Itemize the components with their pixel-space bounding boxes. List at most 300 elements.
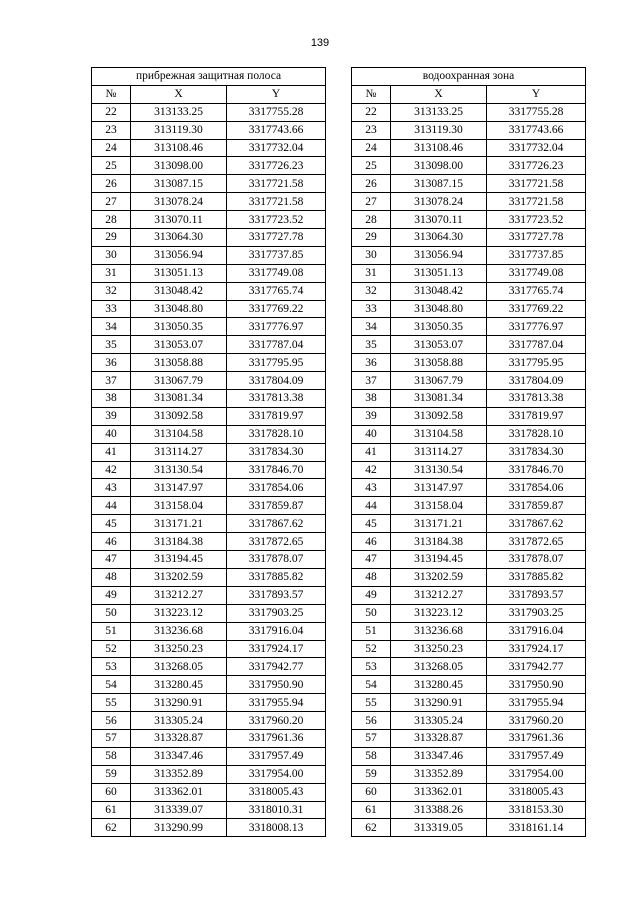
x-coordinate-cell: 313056.94 [391, 246, 487, 264]
point-number-cell: 40 [92, 425, 131, 443]
y-coordinate-cell: 3318010.31 [227, 801, 326, 819]
x-coordinate-cell: 313147.97 [391, 479, 487, 497]
point-number-cell: 32 [352, 282, 391, 300]
y-coordinate-cell: 3317765.74 [227, 282, 326, 300]
point-number-cell: 48 [92, 568, 131, 586]
x-coordinate-cell: 313098.00 [391, 157, 487, 175]
point-number-cell: 41 [92, 443, 131, 461]
table-body [92, 103, 326, 837]
y-coordinate-cell: 3317727.78 [487, 229, 586, 247]
table-row [92, 425, 326, 443]
x-coordinate-cell: 313347.46 [131, 747, 227, 765]
table-row [352, 604, 586, 622]
y-coordinate-cell: 3317828.10 [227, 425, 326, 443]
x-coordinate-cell: 313067.79 [391, 372, 487, 390]
column-header-y: Y [227, 85, 326, 103]
header-row [92, 85, 326, 103]
y-coordinate-cell: 3317854.06 [227, 479, 326, 497]
point-number-cell: 28 [352, 211, 391, 229]
table-row [92, 157, 326, 175]
point-number-cell: 62 [352, 819, 391, 837]
table-row [352, 211, 586, 229]
x-coordinate-cell: 313236.68 [131, 622, 227, 640]
point-number-cell: 33 [92, 300, 131, 318]
table-row [92, 729, 326, 747]
x-coordinate-cell: 313056.94 [131, 246, 227, 264]
y-coordinate-cell: 3317755.28 [487, 103, 586, 121]
point-number-cell: 40 [352, 425, 391, 443]
table-row [92, 318, 326, 336]
y-coordinate-cell: 3317954.00 [487, 765, 586, 783]
table-row [352, 318, 586, 336]
table-row [352, 551, 586, 569]
table-row [92, 407, 326, 425]
x-coordinate-cell: 313171.21 [391, 515, 487, 533]
point-number-cell: 30 [352, 246, 391, 264]
point-number-cell: 28 [92, 211, 131, 229]
x-coordinate-cell: 313104.58 [391, 425, 487, 443]
x-coordinate-cell: 313092.58 [391, 407, 487, 425]
y-coordinate-cell: 3317834.30 [487, 443, 586, 461]
table-row [352, 729, 586, 747]
x-coordinate-cell: 313268.05 [391, 658, 487, 676]
y-coordinate-cell: 3317723.52 [227, 211, 326, 229]
point-number-cell: 36 [352, 354, 391, 372]
table-row [92, 801, 326, 819]
y-coordinate-cell: 3317769.22 [487, 300, 586, 318]
x-coordinate-cell: 313051.13 [131, 264, 227, 282]
point-number-cell: 30 [92, 246, 131, 264]
point-number-cell: 55 [92, 694, 131, 712]
point-number-cell: 35 [92, 336, 131, 354]
table-row [92, 515, 326, 533]
point-number-cell: 34 [92, 318, 131, 336]
table-row [92, 443, 326, 461]
y-coordinate-cell: 3318153.30 [487, 801, 586, 819]
y-coordinate-cell: 3317776.97 [487, 318, 586, 336]
table-row [352, 747, 586, 765]
x-coordinate-cell: 313223.12 [131, 604, 227, 622]
x-coordinate-cell: 313104.58 [131, 425, 227, 443]
table-row [92, 121, 326, 139]
y-coordinate-cell: 3317903.25 [487, 604, 586, 622]
column-header-number: № [352, 85, 391, 103]
x-coordinate-cell: 313212.27 [131, 586, 227, 604]
point-number-cell: 47 [92, 551, 131, 569]
x-coordinate-cell: 313171.21 [131, 515, 227, 533]
x-coordinate-cell: 313280.45 [131, 676, 227, 694]
table-row [92, 229, 326, 247]
y-coordinate-cell: 3317743.66 [227, 121, 326, 139]
x-coordinate-cell: 313194.45 [391, 551, 487, 569]
point-number-cell: 31 [92, 264, 131, 282]
table-row [352, 819, 586, 837]
table-row [92, 282, 326, 300]
x-coordinate-cell: 313194.45 [131, 551, 227, 569]
point-number-cell: 45 [352, 515, 391, 533]
table-row [352, 622, 586, 640]
x-coordinate-cell: 313119.30 [391, 121, 487, 139]
y-coordinate-cell: 3317859.87 [487, 497, 586, 515]
x-coordinate-cell: 313051.13 [391, 264, 487, 282]
y-coordinate-cell: 3317727.78 [227, 229, 326, 247]
table-title: прибрежная защитная полоса [92, 68, 326, 86]
table-row [352, 264, 586, 282]
y-coordinate-cell: 3317859.87 [227, 497, 326, 515]
y-coordinate-cell: 3317955.94 [227, 694, 326, 712]
table-row [92, 783, 326, 801]
y-coordinate-cell: 3317737.85 [487, 246, 586, 264]
table-row [92, 676, 326, 694]
x-coordinate-cell: 313048.80 [131, 300, 227, 318]
x-coordinate-cell: 313048.42 [391, 282, 487, 300]
y-coordinate-cell: 3317885.82 [487, 568, 586, 586]
point-number-cell: 42 [352, 461, 391, 479]
table-row [92, 246, 326, 264]
x-coordinate-cell: 313339.07 [131, 801, 227, 819]
point-number-cell: 56 [352, 712, 391, 730]
x-coordinate-cell: 313223.12 [391, 604, 487, 622]
table-row [92, 390, 326, 408]
table-row [352, 407, 586, 425]
table-row [352, 783, 586, 801]
y-coordinate-cell: 3317885.82 [227, 568, 326, 586]
point-number-cell: 60 [92, 783, 131, 801]
table-row [92, 533, 326, 551]
x-coordinate-cell: 313053.07 [131, 336, 227, 354]
x-coordinate-cell: 313352.89 [131, 765, 227, 783]
table-row [352, 300, 586, 318]
x-coordinate-cell: 313092.58 [131, 407, 227, 425]
y-coordinate-cell: 3317916.04 [227, 622, 326, 640]
x-coordinate-cell: 313352.89 [391, 765, 487, 783]
point-number-cell: 45 [92, 515, 131, 533]
table-row [92, 479, 326, 497]
point-number-cell: 27 [352, 193, 391, 211]
y-coordinate-cell: 3317878.07 [487, 551, 586, 569]
x-coordinate-cell: 313184.38 [391, 533, 487, 551]
table-row [92, 819, 326, 837]
point-number-cell: 23 [352, 121, 391, 139]
x-coordinate-cell: 313250.23 [131, 640, 227, 658]
page-number: 139 [310, 37, 330, 49]
point-number-cell: 51 [92, 622, 131, 640]
x-coordinate-cell: 313290.91 [131, 694, 227, 712]
point-number-cell: 56 [92, 712, 131, 730]
table-row [352, 640, 586, 658]
point-number-cell: 43 [352, 479, 391, 497]
x-coordinate-cell: 313250.23 [391, 640, 487, 658]
point-number-cell: 42 [92, 461, 131, 479]
point-number-cell: 51 [352, 622, 391, 640]
point-number-cell: 46 [92, 533, 131, 551]
point-number-cell: 22 [352, 103, 391, 121]
table-row [92, 765, 326, 783]
y-coordinate-cell: 3317804.09 [227, 372, 326, 390]
x-coordinate-cell: 313305.24 [131, 712, 227, 730]
coordinate-tables [91, 67, 586, 837]
table-row [352, 390, 586, 408]
table-row [352, 443, 586, 461]
point-number-cell: 59 [352, 765, 391, 783]
point-number-cell: 37 [352, 372, 391, 390]
y-coordinate-cell: 3317872.65 [227, 533, 326, 551]
y-coordinate-cell: 3317924.17 [487, 640, 586, 658]
x-coordinate-cell: 313328.87 [391, 729, 487, 747]
table-row [92, 372, 326, 390]
table-row [352, 479, 586, 497]
point-number-cell: 58 [92, 747, 131, 765]
x-coordinate-cell: 313067.79 [131, 372, 227, 390]
x-coordinate-cell: 313130.54 [131, 461, 227, 479]
point-number-cell: 59 [92, 765, 131, 783]
point-number-cell: 50 [92, 604, 131, 622]
point-number-cell: 49 [352, 586, 391, 604]
y-coordinate-cell: 3317954.00 [227, 765, 326, 783]
y-coordinate-cell: 3317732.04 [227, 139, 326, 157]
x-coordinate-cell: 313347.46 [391, 747, 487, 765]
point-number-cell: 52 [92, 640, 131, 658]
point-number-cell: 25 [92, 157, 131, 175]
table-row [92, 712, 326, 730]
point-number-cell: 29 [92, 229, 131, 247]
table-row [92, 139, 326, 157]
table-row [352, 765, 586, 783]
column-header-x: X [391, 85, 487, 103]
point-number-cell: 44 [352, 497, 391, 515]
table-title: водоохранная зона [352, 68, 586, 86]
y-coordinate-cell: 3317903.25 [227, 604, 326, 622]
x-coordinate-cell: 313202.59 [391, 568, 487, 586]
x-coordinate-cell: 313087.15 [391, 175, 487, 193]
y-coordinate-cell: 3317787.04 [487, 336, 586, 354]
x-coordinate-cell: 313058.88 [391, 354, 487, 372]
point-number-cell: 49 [92, 586, 131, 604]
x-coordinate-cell: 313098.00 [131, 157, 227, 175]
table-row [352, 658, 586, 676]
point-number-cell: 53 [92, 658, 131, 676]
y-coordinate-cell: 3317769.22 [227, 300, 326, 318]
table-row [352, 712, 586, 730]
table-row [92, 354, 326, 372]
y-coordinate-cell: 3317950.90 [487, 676, 586, 694]
table-row [92, 211, 326, 229]
point-number-cell: 44 [92, 497, 131, 515]
y-coordinate-cell: 3317957.49 [487, 747, 586, 765]
point-number-cell: 22 [92, 103, 131, 121]
x-coordinate-cell: 313319.05 [391, 819, 487, 837]
y-coordinate-cell: 3318008.13 [227, 819, 326, 837]
table-row [92, 551, 326, 569]
point-number-cell: 38 [352, 390, 391, 408]
table-row [92, 497, 326, 515]
table-row [352, 568, 586, 586]
y-coordinate-cell: 3317867.62 [227, 515, 326, 533]
x-coordinate-cell: 313268.05 [131, 658, 227, 676]
point-number-cell: 39 [92, 407, 131, 425]
table-body [352, 103, 586, 837]
x-coordinate-cell: 313147.97 [131, 479, 227, 497]
column-header-y: Y [487, 85, 586, 103]
x-coordinate-cell: 313280.45 [391, 676, 487, 694]
x-coordinate-cell: 313119.30 [131, 121, 227, 139]
y-coordinate-cell: 3317765.74 [487, 282, 586, 300]
x-coordinate-cell: 313064.30 [131, 229, 227, 247]
x-coordinate-cell: 313328.87 [131, 729, 227, 747]
column-header-number: № [92, 85, 131, 103]
y-coordinate-cell: 3317776.97 [227, 318, 326, 336]
point-number-cell: 52 [352, 640, 391, 658]
y-coordinate-cell: 3317878.07 [227, 551, 326, 569]
point-number-cell: 29 [352, 229, 391, 247]
y-coordinate-cell: 3317723.52 [487, 211, 586, 229]
point-number-cell: 24 [352, 139, 391, 157]
y-coordinate-cell: 3317743.66 [487, 121, 586, 139]
table-row [352, 103, 586, 121]
table-row [352, 676, 586, 694]
table-row [92, 747, 326, 765]
column-header-x: X [131, 85, 227, 103]
x-coordinate-cell: 313048.80 [391, 300, 487, 318]
table-row [352, 515, 586, 533]
y-coordinate-cell: 3318161.14 [487, 819, 586, 837]
x-coordinate-cell: 313070.11 [391, 211, 487, 229]
point-number-cell: 39 [352, 407, 391, 425]
y-coordinate-cell: 3317960.20 [227, 712, 326, 730]
point-number-cell: 55 [352, 694, 391, 712]
y-coordinate-cell: 3317804.09 [487, 372, 586, 390]
table-row [352, 175, 586, 193]
point-number-cell: 32 [92, 282, 131, 300]
x-coordinate-cell: 313114.27 [391, 443, 487, 461]
y-coordinate-cell: 3317819.97 [227, 407, 326, 425]
x-coordinate-cell: 313058.88 [131, 354, 227, 372]
point-number-cell: 57 [352, 729, 391, 747]
table-row [352, 193, 586, 211]
x-coordinate-cell: 313050.35 [131, 318, 227, 336]
table-row [92, 622, 326, 640]
y-coordinate-cell: 3317846.70 [227, 461, 326, 479]
table-row [352, 121, 586, 139]
table-row [352, 372, 586, 390]
point-number-cell: 50 [352, 604, 391, 622]
y-coordinate-cell: 3317737.85 [227, 246, 326, 264]
y-coordinate-cell: 3317942.77 [227, 658, 326, 676]
x-coordinate-cell: 313158.04 [391, 497, 487, 515]
left-coordinate-table [91, 67, 326, 837]
y-coordinate-cell: 3317854.06 [487, 479, 586, 497]
y-coordinate-cell: 3317795.95 [227, 354, 326, 372]
table-row [92, 568, 326, 586]
table-row [352, 336, 586, 354]
table-row [352, 694, 586, 712]
x-coordinate-cell: 313184.38 [131, 533, 227, 551]
x-coordinate-cell: 313078.24 [131, 193, 227, 211]
y-coordinate-cell: 3317893.57 [487, 586, 586, 604]
y-coordinate-cell: 3317819.97 [487, 407, 586, 425]
y-coordinate-cell: 3317942.77 [487, 658, 586, 676]
y-coordinate-cell: 3317721.58 [227, 193, 326, 211]
point-number-cell: 48 [352, 568, 391, 586]
point-number-cell: 35 [352, 336, 391, 354]
x-coordinate-cell: 313081.34 [131, 390, 227, 408]
point-number-cell: 43 [92, 479, 131, 497]
x-coordinate-cell: 313050.35 [391, 318, 487, 336]
table-row [352, 497, 586, 515]
x-coordinate-cell: 313064.30 [391, 229, 487, 247]
table-row [352, 354, 586, 372]
table-row [352, 425, 586, 443]
x-coordinate-cell: 313108.46 [391, 139, 487, 157]
point-number-cell: 34 [352, 318, 391, 336]
y-coordinate-cell: 3318005.43 [227, 783, 326, 801]
x-coordinate-cell: 313236.68 [391, 622, 487, 640]
point-number-cell: 33 [352, 300, 391, 318]
point-number-cell: 58 [352, 747, 391, 765]
x-coordinate-cell: 313202.59 [131, 568, 227, 586]
y-coordinate-cell: 3317721.58 [487, 193, 586, 211]
table-row [92, 193, 326, 211]
point-number-cell: 57 [92, 729, 131, 747]
point-number-cell: 24 [92, 139, 131, 157]
header-row [352, 85, 586, 103]
x-coordinate-cell: 313290.91 [391, 694, 487, 712]
y-coordinate-cell: 3317924.17 [227, 640, 326, 658]
table-row [352, 586, 586, 604]
point-number-cell: 61 [92, 801, 131, 819]
table-row [92, 694, 326, 712]
x-coordinate-cell: 313362.01 [391, 783, 487, 801]
x-coordinate-cell: 313388.26 [391, 801, 487, 819]
point-number-cell: 54 [352, 676, 391, 694]
table-row [352, 461, 586, 479]
table-row [92, 586, 326, 604]
x-coordinate-cell: 313108.46 [131, 139, 227, 157]
x-coordinate-cell: 313130.54 [391, 461, 487, 479]
y-coordinate-cell: 3318005.43 [487, 783, 586, 801]
y-coordinate-cell: 3317961.36 [487, 729, 586, 747]
table-row [92, 300, 326, 318]
x-coordinate-cell: 313114.27 [131, 443, 227, 461]
x-coordinate-cell: 313212.27 [391, 586, 487, 604]
y-coordinate-cell: 3317893.57 [227, 586, 326, 604]
point-number-cell: 38 [92, 390, 131, 408]
table-row [92, 658, 326, 676]
y-coordinate-cell: 3317867.62 [487, 515, 586, 533]
point-number-cell: 47 [352, 551, 391, 569]
point-number-cell: 26 [92, 175, 131, 193]
point-number-cell: 37 [92, 372, 131, 390]
y-coordinate-cell: 3317721.58 [227, 175, 326, 193]
table-row [92, 103, 326, 121]
x-coordinate-cell: 313087.15 [131, 175, 227, 193]
x-coordinate-cell: 313081.34 [391, 390, 487, 408]
x-coordinate-cell: 313133.25 [391, 103, 487, 121]
x-coordinate-cell: 313362.01 [131, 783, 227, 801]
point-number-cell: 27 [92, 193, 131, 211]
y-coordinate-cell: 3317795.95 [487, 354, 586, 372]
table-row [92, 264, 326, 282]
table-row [92, 336, 326, 354]
point-number-cell: 54 [92, 676, 131, 694]
table-row [352, 282, 586, 300]
table-row [352, 139, 586, 157]
x-coordinate-cell: 313048.42 [131, 282, 227, 300]
point-number-cell: 23 [92, 121, 131, 139]
y-coordinate-cell: 3317955.94 [487, 694, 586, 712]
point-number-cell: 60 [352, 783, 391, 801]
x-coordinate-cell: 313158.04 [131, 497, 227, 515]
